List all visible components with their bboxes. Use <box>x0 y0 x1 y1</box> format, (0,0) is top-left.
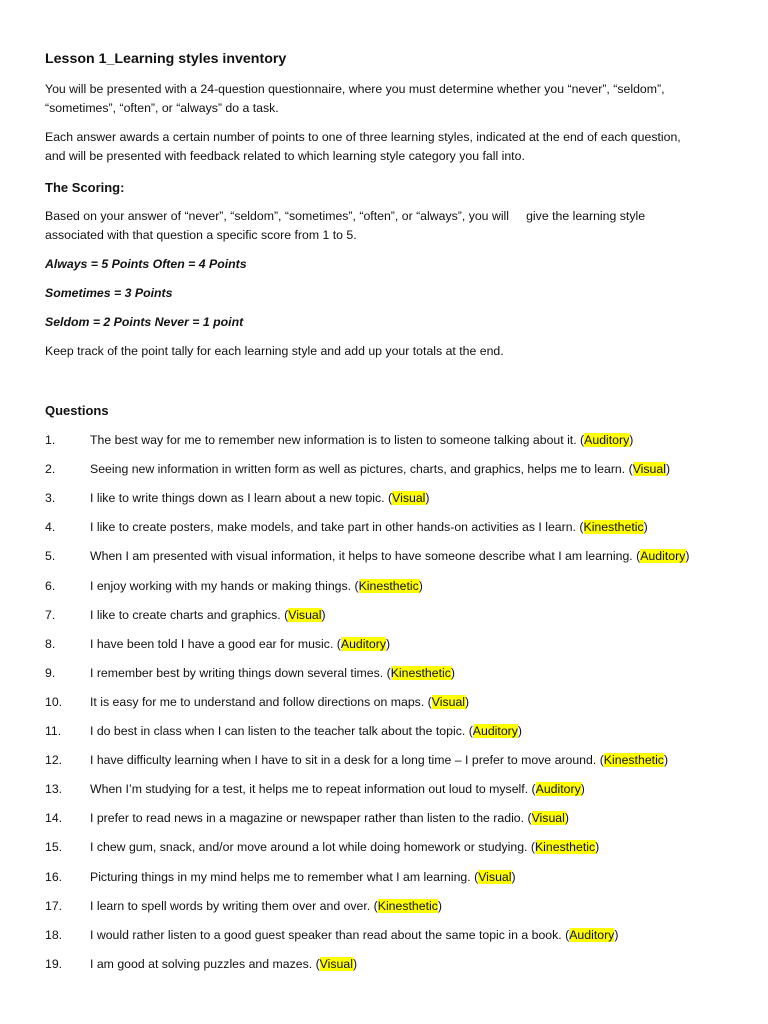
question-number: 6. <box>45 579 56 593</box>
question-body: I have difficulty learning when I have to sit in a desk for a long time – I prefer to move around. ( <box>90 753 604 767</box>
learning-style-tag: Visual <box>288 608 322 622</box>
question-number: 16. <box>45 870 63 884</box>
question-number: 17. <box>45 899 63 913</box>
learning-style-tag: Auditory <box>472 724 518 738</box>
question-text <box>90 809 569 828</box>
question-body: I like to create posters, make models, and take part in other hands-on activities as I learn. ( <box>90 520 584 534</box>
question-close-paren: ) <box>321 608 326 622</box>
question-body: I like to write things down as I learn about a new topic. ( <box>90 491 393 505</box>
learning-style-tag: Visual <box>531 811 565 825</box>
question-text <box>90 838 599 857</box>
intro-paragraph-2 <box>45 128 681 166</box>
question-number: 19. <box>45 957 63 971</box>
question-text <box>90 897 442 916</box>
learning-style-tag: Auditory <box>569 928 615 942</box>
intro-p1-line1: You will be presented with a 24-question questionnaire, where you must determine whether you “never”, “seldom”, <box>45 82 665 96</box>
question-close-paren: ) <box>614 928 619 942</box>
question-close-paren: ) <box>425 491 430 505</box>
question-number: 12. <box>45 753 63 767</box>
question-close-paren: ) <box>564 811 569 825</box>
question-text <box>90 518 648 537</box>
scoring-text <box>45 207 645 245</box>
learning-style-tag: Kinesthetic <box>390 666 451 680</box>
intro-p2-line1: Each answer awards a certain number of points to one of three learning styles, indicated at the end of each question, <box>45 130 681 144</box>
question-close-paren: ) <box>685 549 690 563</box>
question-body: It is easy for me to understand and follow directions on maps. ( <box>90 695 432 709</box>
question-body: I chew gum, snack, and/or move around a lot while doing homework or studying. ( <box>90 840 535 854</box>
question-number: 2. <box>45 462 56 476</box>
question-text <box>90 751 668 770</box>
scoring-text-line2: associated with that question a specific score from 1 to 5. <box>45 228 357 242</box>
question-text <box>90 577 423 596</box>
question-number: 1. <box>45 433 56 447</box>
question-number: 11. <box>45 724 62 738</box>
question-number: 15. <box>45 840 63 854</box>
learning-style-tag: Auditory <box>584 433 630 447</box>
question-close-paren: ) <box>465 695 470 709</box>
question-close-paren: ) <box>580 782 585 796</box>
question-body: I like to create charts and graphics. ( <box>90 608 289 622</box>
learning-style-tag: Auditory <box>640 549 686 563</box>
question-close-paren: ) <box>643 520 648 534</box>
question-text <box>90 489 430 508</box>
question-body: I remember best by writing things down several times. ( <box>90 666 391 680</box>
question-text <box>90 431 633 450</box>
question-body: I would rather listen to a good guest speaker than read about the same topic in a book. ( <box>90 928 570 942</box>
learning-style-tag: Auditory <box>340 637 386 651</box>
questions-heading: Questions <box>45 403 109 418</box>
question-body: I enjoy working with my hands or making things. ( <box>90 579 359 593</box>
scoring-note: Keep track of the point tally for each learning style and add up your totals at the end. <box>45 344 504 358</box>
question-text <box>90 926 618 945</box>
question-close-paren: ) <box>629 433 634 447</box>
question-body: When I am presented with visual information, it helps to have someone describe what I am learning. ( <box>90 549 641 563</box>
question-body: I have been told I have a good ear for music. ( <box>90 637 341 651</box>
intro-p2-line2: and will be presented with feedback related to which learning style category you fall into. <box>45 149 525 163</box>
intro-p1-line2: “sometimes”, “often”, or “always” do a task. <box>45 101 279 115</box>
learning-style-tag: Auditory <box>535 782 581 796</box>
question-body: When I’m studying for a test, it helps me to repeat information out loud to myself. ( <box>90 782 536 796</box>
question-text <box>90 693 469 712</box>
question-number: 3. <box>45 491 56 505</box>
scoring-rule-1: Always = 5 Points Often = 4 Points <box>45 257 247 271</box>
question-body: I am good at solving puzzles and mazes. ( <box>90 957 320 971</box>
question-close-paren: ) <box>663 753 669 767</box>
question-text <box>90 780 585 799</box>
question-text <box>90 635 390 654</box>
question-text <box>90 955 357 974</box>
question-text <box>90 868 516 887</box>
scoring-heading: The Scoring: <box>45 180 125 195</box>
question-body: Picturing things in my mind helps me to remember what I am learning. ( <box>90 870 479 884</box>
question-text <box>90 460 670 479</box>
question-body: The best way for me to remember new information is to listen to someone talking about it. ( <box>90 433 585 447</box>
question-close-paren: ) <box>665 462 671 476</box>
learning-style-tag: Kinesthetic <box>534 840 596 854</box>
question-close-paren: ) <box>386 637 391 651</box>
question-number: 7. <box>45 608 56 622</box>
learning-style-tag: Visual <box>319 957 353 971</box>
question-close-paren: ) <box>517 724 523 738</box>
question-body: I prefer to read news in a magazine or newspaper rather than listen to the radio. ( <box>90 811 532 825</box>
learning-style-tag: Visual <box>478 870 512 884</box>
learning-style-tag: Kinesthetic <box>358 579 419 593</box>
question-number: 10. <box>45 695 63 709</box>
question-close-paren: ) <box>511 870 516 884</box>
page-title: Lesson 1_Learning styles inventory <box>45 51 287 67</box>
question-text <box>90 664 455 683</box>
learning-style-tag: Kinesthetic <box>583 520 644 534</box>
question-number: 14. <box>45 811 63 825</box>
question-close-paren: ) <box>437 899 443 913</box>
question-body: I learn to spell words by writing them over and over. ( <box>90 899 378 913</box>
learning-style-tag: Visual <box>431 695 466 709</box>
question-close-paren: ) <box>450 666 455 680</box>
question-number: 13. <box>45 782 63 796</box>
question-close-paren: ) <box>595 840 600 854</box>
learning-style-tag: Kinesthetic <box>377 899 438 913</box>
question-text <box>90 547 689 566</box>
scoring-rule-3: Seldom = 2 Points Never = 1 point <box>45 315 244 329</box>
question-close-paren: ) <box>418 579 423 593</box>
question-number: 4. <box>45 520 56 534</box>
question-number: 18. <box>45 928 63 942</box>
learning-style-tag: Kinesthetic <box>603 753 664 767</box>
question-text <box>90 722 522 741</box>
learning-style-tag: Visual <box>392 491 426 505</box>
question-body: Seeing new information in written form as well as pictures, charts, and graphics, helps me to learn. ( <box>90 462 633 476</box>
question-close-paren: ) <box>352 957 358 971</box>
learning-style-tag: Visual <box>632 462 666 476</box>
scoring-text-line1: Based on your answer of “never”, “seldom”, “sometimes”, “often”, or “always”, you will give the learning style <box>45 209 646 223</box>
question-number: 5. <box>45 549 56 563</box>
intro-paragraph-1 <box>45 80 665 118</box>
question-text <box>90 606 326 625</box>
question-number: 8. <box>45 637 56 651</box>
question-number: 9. <box>45 666 56 680</box>
question-body: I do best in class when I can listen to the teacher talk about the topic. ( <box>90 724 473 738</box>
scoring-rule-2: Sometimes = 3 Points <box>45 286 173 300</box>
